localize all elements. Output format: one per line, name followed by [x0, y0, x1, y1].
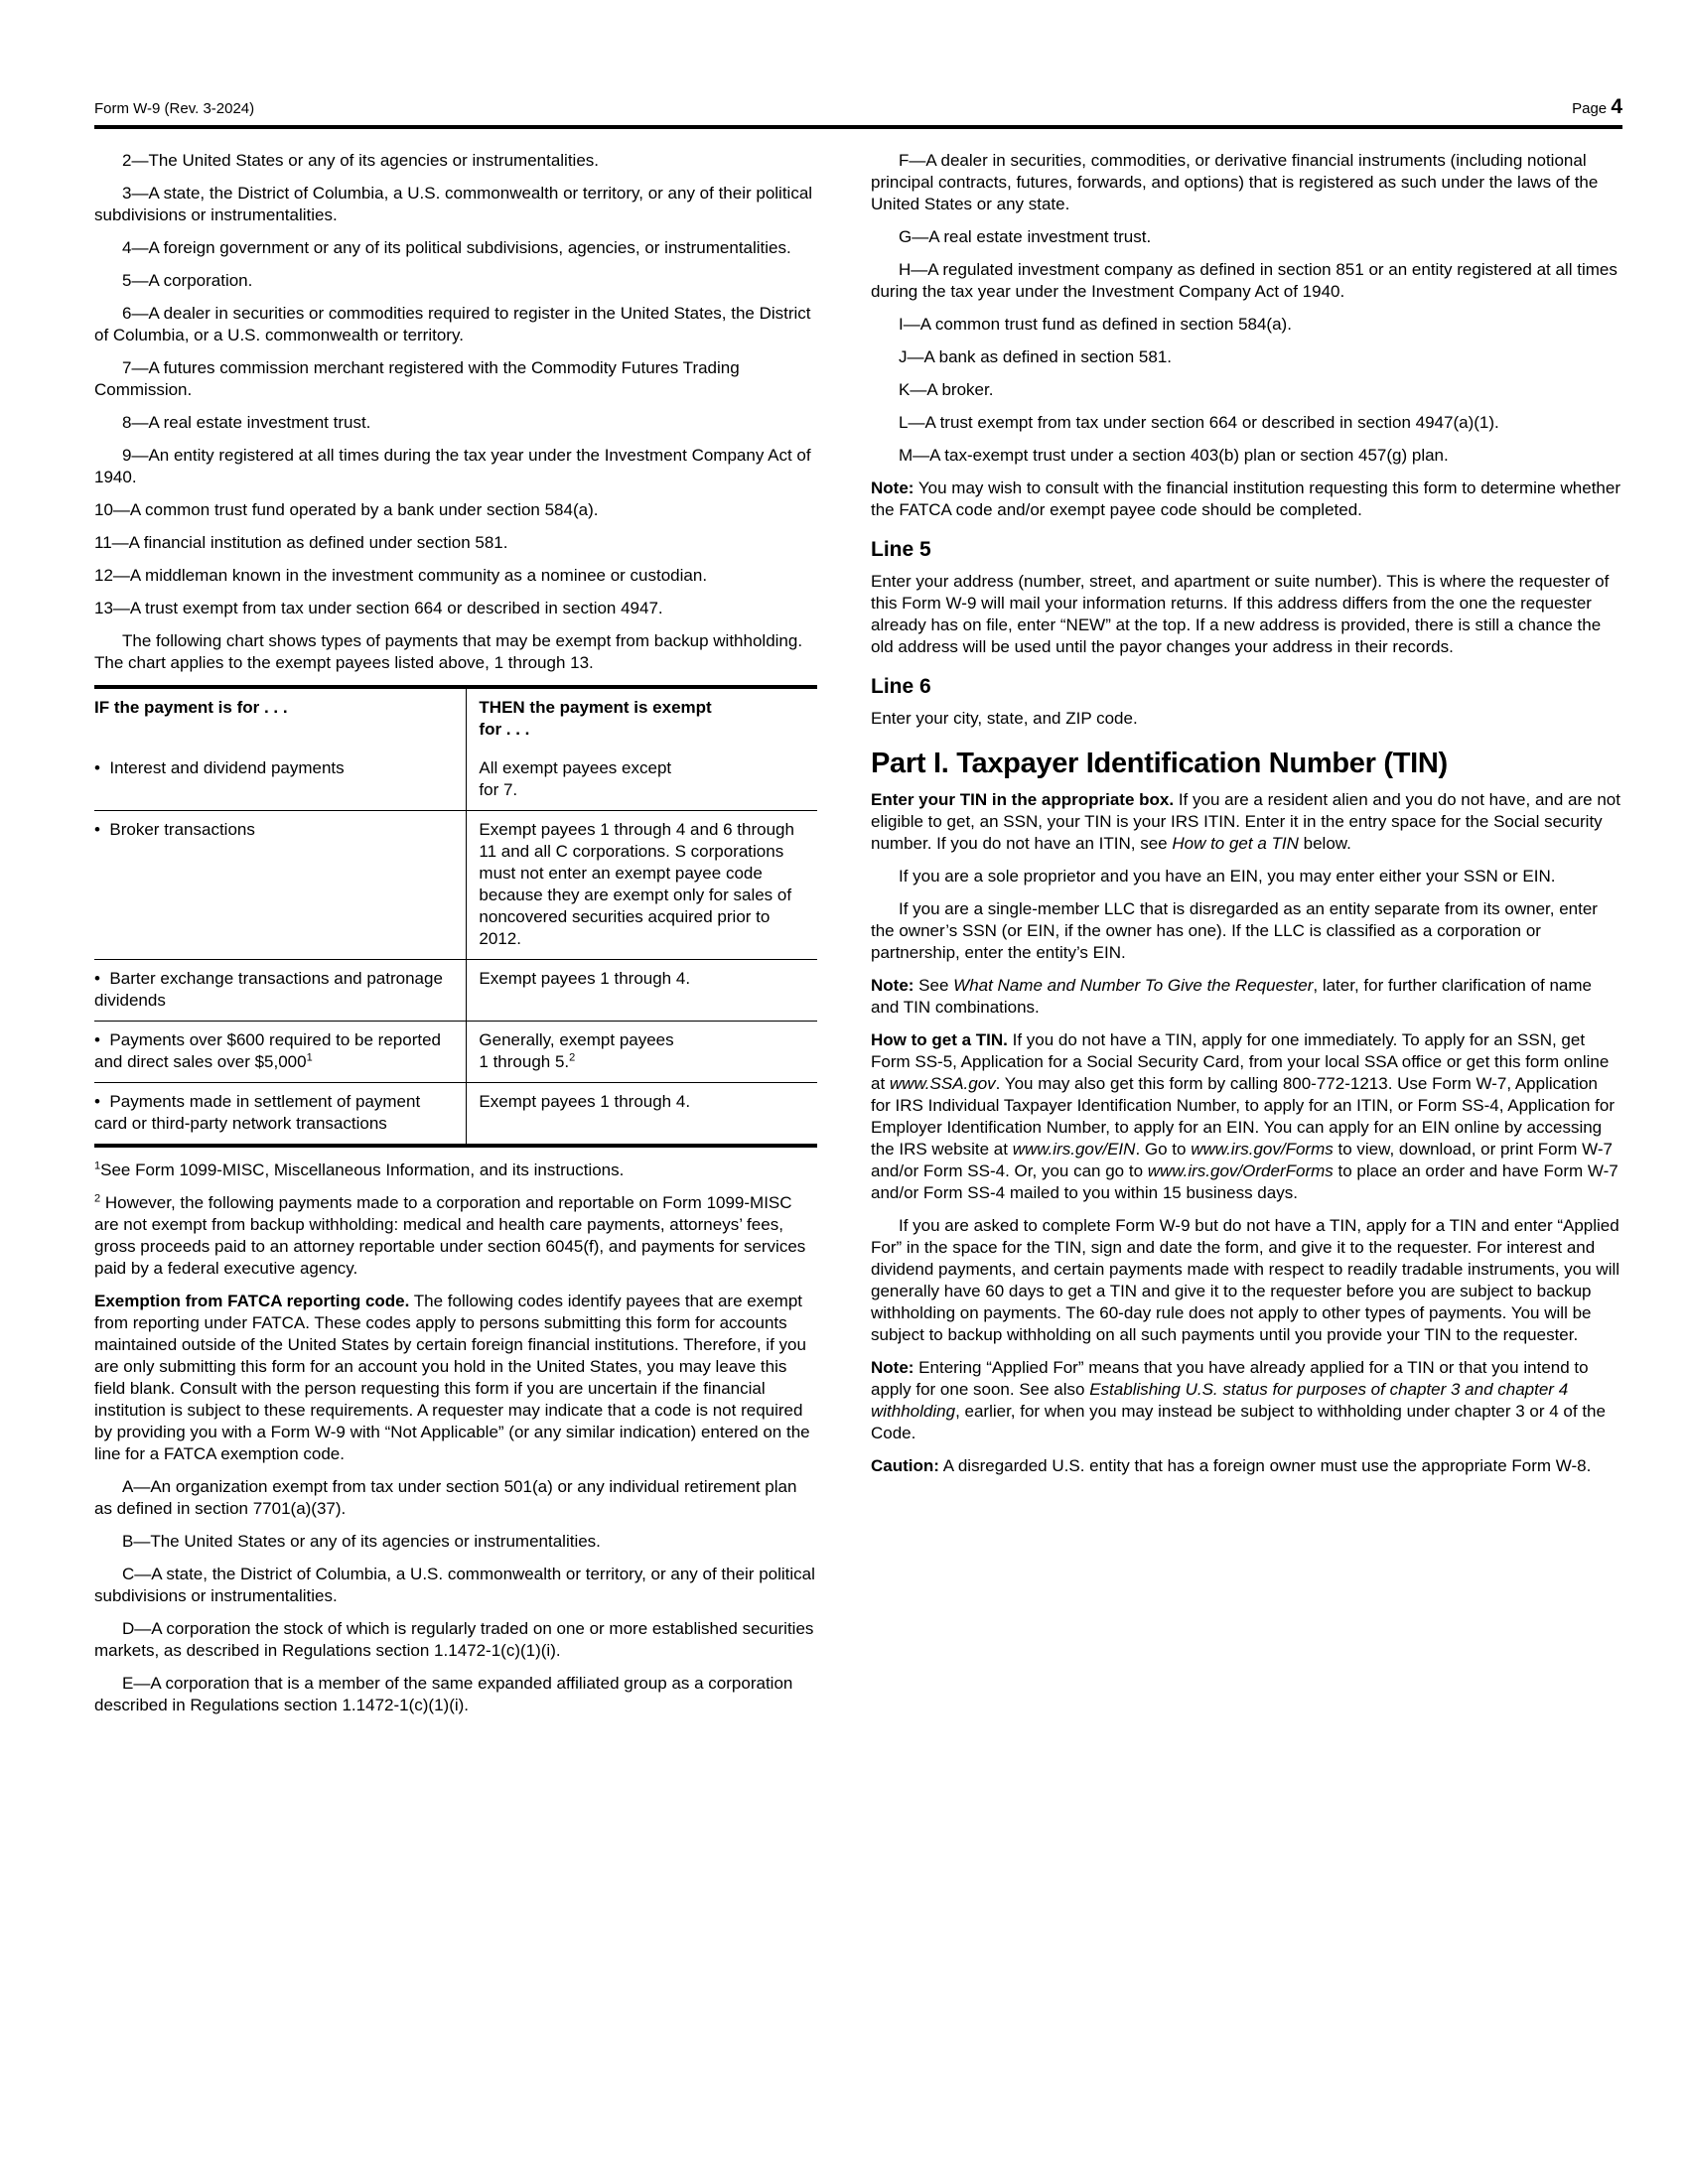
- fatca-code-e: [94, 1673, 817, 1716]
- italic-run: www.irs.gov/EIN: [1012, 1140, 1136, 1159]
- text-run: If you are a sole proprietor and you have an EIN, you may enter either your SSN or EIN.: [899, 867, 1556, 886]
- text-run: Enter your city, state, and ZIP code.: [871, 709, 1138, 728]
- text-run: K—A broker.: [899, 380, 994, 399]
- text-run: to place an order and have Form W-7 and/or Form SS-4 mailed to you within 15 business days.: [871, 1161, 1618, 1202]
- heading-line-5: [871, 538, 1620, 562]
- text-run: for 7.: [479, 780, 518, 799]
- bold-run: Note:: [871, 976, 914, 995]
- text-run: I—A common trust fund as defined in section 584(a).: [899, 315, 1292, 334]
- if-cell: [94, 811, 467, 960]
- superscript: 2: [94, 1192, 101, 1205]
- exempt-payee-item-11: [94, 532, 817, 554]
- bold-run: Note:: [871, 478, 914, 497]
- two-column-body: [94, 150, 1622, 1727]
- exempt-payee-item-12: [94, 565, 817, 587]
- superscript: 1: [306, 1051, 313, 1064]
- text-run: E—A corporation that is a member of the same expanded affiliated group as a corporation described in Regulations section 1.1472-1(c)(1)(i).: [94, 1674, 793, 1714]
- text-run: 7—A futures commission merchant registered with the Commodity Futures Trading Commission.: [94, 358, 740, 399]
- table-body: [94, 750, 817, 1146]
- text-run: • Barter exchange transactions and patronage dividends: [94, 969, 443, 1010]
- text-run: Exempt payees 1 through 4.: [479, 1092, 691, 1111]
- text-run: J—A bank as defined in section 581.: [899, 347, 1173, 366]
- text-run: B—The United States or any of its agencies or instrumentalities.: [122, 1532, 601, 1551]
- text-run: You may wish to consult with the financial institution requesting this form to determine whether the FATCA code and/or exempt payee code should be completed.: [871, 478, 1620, 519]
- text-run: However, the following payments made to a corporation and reportable on Form 1099-MISC are not exempt from backup withholding: medical and health care payments, attorneys’ fees, gross proceeds paid to an attorney reportable under section 6045(f), and payments for services paid by a federal executive agency.: [94, 1193, 806, 1278]
- text-run: 12—A middleman known in the investment community as a nominee or custodian.: [94, 566, 708, 585]
- text-run: . You may also get this form by calling 800-772-1213. Use Form W-7, Application for IRS Individual Taxpayer Identification Number, to apply for an ITIN, or Form SS-4, Application for Employer Identification Number, to apply for an EIN. You can apply for an EIN online by accessing the IRS website at: [871, 1074, 1615, 1159]
- text-run: 4—A foreign government or any of its political subdivisions, agencies, or instrumentalities.: [122, 238, 791, 257]
- heading-part-1: [871, 748, 1620, 779]
- text-run: H—A regulated investment company as defined in section 851 or an entity registered at all times during the tax year under the Investment Company Act of 1940.: [871, 260, 1618, 301]
- text-run: The following codes identify payees that are exempt from reporting under FATCA. These codes apply to persons submitting this form for accounts maintained outside of the United States by certain foreign financial institutions. Therefore, if you are only submitting this form for an account you hold in the United States, you may leave this field blank. Consult with the person requesting this form if you are uncertain if the financial institution is subject to these requirements. A requester may indicate that a code is not required by providing you with a Form W-9 with “Not Applicable” (or any similar indication) entered on the line for a FATCA exemption code.: [94, 1292, 810, 1463]
- text-run: A disregarded U.S. entity that has a foreign owner must use the appropriate Form W-8.: [938, 1456, 1592, 1475]
- text-run: 10—A common trust fund operated by a bank under section 584(a).: [94, 500, 599, 519]
- text-run: 6—A dealer in securities or commodities required to register in the United States, the District of Columbia, or a U.S. commonwealth or territory.: [94, 304, 811, 344]
- text-run: 5—A corporation.: [122, 271, 253, 290]
- fatca-code-k: [871, 379, 1620, 401]
- text-run: below.: [1298, 834, 1351, 853]
- table-header-row: [94, 687, 817, 750]
- text-run: The following chart shows types of payments that may be exempt from backup withholding. The chart applies to the exempt payees listed above, 1 through 13.: [94, 631, 803, 672]
- applied-for-paragraph: [871, 1215, 1620, 1346]
- exempt-payee-item-2: [94, 150, 817, 172]
- then-cell: [467, 1083, 817, 1147]
- exempt-payee-item-8: [94, 412, 817, 434]
- exempt-payee-item-9: [94, 445, 817, 488]
- text-run: • Payments over $600 required to be reported and direct sales over $5,000: [94, 1030, 441, 1071]
- how-to-get-tin-paragraph: [871, 1029, 1620, 1204]
- text-run: • Broker transactions: [94, 820, 255, 839]
- right-column: [871, 150, 1620, 1727]
- bold-run: Enter your TIN in the appropriate box.: [871, 790, 1175, 809]
- line-5-paragraph: [871, 571, 1620, 658]
- exempt-chart-intro: [94, 630, 817, 674]
- text-run: Line 6: [871, 675, 931, 698]
- fatca-code-l: [871, 412, 1620, 434]
- single-member-llc-paragraph: [871, 898, 1620, 964]
- note-name-number: [871, 975, 1620, 1019]
- fatca-code-i: [871, 314, 1620, 336]
- exempt-payee-item-4: [94, 237, 817, 259]
- header-rule: [94, 125, 1622, 129]
- text-run: Line 5: [871, 538, 931, 561]
- text-run: Entering “Applied For” means that you have already applied for a TIN or that you intend to apply for one soon. See also: [871, 1358, 1589, 1399]
- text-run: Generally, exempt payees: [479, 1030, 674, 1049]
- text-run: 8—A real estate investment trust.: [122, 413, 371, 432]
- fatca-code-a: [94, 1476, 817, 1520]
- if-column-header: [94, 687, 467, 750]
- footnote-1: [94, 1160, 817, 1181]
- text-run: G—A real estate investment trust.: [899, 227, 1152, 246]
- text-run: 2—The United States or any of its agencies or instrumentalities.: [122, 151, 600, 170]
- if-cell: [94, 1083, 467, 1147]
- fatca-code-c: [94, 1564, 817, 1607]
- text-run: If you do not have a TIN, apply for one immediately. To apply for an SSN, get Form SS-5, Application for a Social Security Card, from your local SSA office or get this form online at: [871, 1030, 1610, 1093]
- text-run: F—A dealer in securities, commodities, or derivative financial instruments (including notional principal contracts, futures, forwards, and options) that is registered as such under the laws of the United States or any state.: [871, 151, 1599, 213]
- text-run: , later, for further clarification of name and TIN combinations.: [871, 976, 1592, 1017]
- text-run: A—An organization exempt from tax under section 501(a) or any individual retirement plan as defined in section 7701(a)(37).: [94, 1477, 797, 1518]
- italic-run: Establishing U.S. status for purposes of chapter 3 and chapter 4 withholding: [871, 1380, 1569, 1421]
- text-run: D—A corporation the stock of which is regularly traded on one or more established securities markets, as described in Regulations section 1.1472-1(c)(1)(i).: [94, 1619, 814, 1660]
- fatca-code-f: [871, 150, 1620, 215]
- text-run: Enter your address (number, street, and apartment or suite number). This is where the requester of this Form W-9 will mail your information returns. If this address differs from the one the requester already has on file, enter “NEW” at the top. If a new address is provided, there is still a chance the old address will be used until the payor changes your address in their records.: [871, 572, 1610, 656]
- footnote-2: [94, 1192, 817, 1280]
- then-cell: [467, 811, 817, 960]
- fatca-exemption-paragraph: [94, 1291, 817, 1465]
- exempt-payee-item-3: [94, 183, 817, 226]
- superscript: 1: [94, 1160, 101, 1172]
- then-column-header: [467, 687, 817, 750]
- text-run: 1 through 5.: [479, 1052, 570, 1071]
- text-run: C—A state, the District of Columbia, a U.S. commonwealth or territory, or any of their political subdivisions or instrumentalities.: [94, 1565, 815, 1605]
- page-number: [1572, 95, 1622, 119]
- text-run: L—A trust exempt from tax under section 664 or described in section 4947(a)(1).: [899, 413, 1499, 432]
- heading-line-6: [871, 675, 1620, 699]
- page-number-label: Page: [1572, 100, 1608, 117]
- text-run: to view, download, or print Form W-7 and/or Form SS-4. Or, you can go to: [871, 1140, 1614, 1180]
- text-run: for . . .: [479, 720, 530, 739]
- table-row: [94, 811, 817, 960]
- fatca-code-h: [871, 259, 1620, 303]
- text-run: If you are a resident alien and you do not have, and are not eligible to get, an SSN, your TIN is your IRS ITIN. Enter it in the entry space for the Social security number. If you do not have an ITIN, see: [871, 790, 1620, 853]
- table-row: [94, 960, 817, 1022]
- table-row: [94, 1022, 817, 1083]
- bold-run: How to get a TIN.: [871, 1030, 1008, 1049]
- table-row: [94, 750, 817, 811]
- italic-run: www.irs.gov/OrderForms: [1147, 1161, 1334, 1180]
- text-run: See Form 1099-MISC, Miscellaneous Information, and its instructions.: [100, 1160, 625, 1179]
- text-run: Exempt payees 1 through 4 and 6 through 11 and all C corporations. S corporations must not enter an exempt payee code because they are exempt only for sales of noncovered securities acquired prior to 2012.: [479, 820, 794, 948]
- text-run: If you are a single-member LLC that is disregarded as an entity separate from its owner, enter the owner’s SSN (or EIN, if the owner has one). If the LLC is classified as a corporation or partnership, enter the entity’s EIN.: [871, 899, 1598, 962]
- bold-run: Note:: [871, 1358, 914, 1377]
- italic-run: www.SSA.gov: [889, 1074, 996, 1093]
- left-column: [94, 150, 817, 1727]
- line-6-paragraph: [871, 708, 1620, 730]
- text-run: If you are asked to complete Form W-9 but do not have a TIN, apply for a TIN and enter “Applied For” in the space for the TIN, sign and date the form, and give it to the requester. For interest and dividend payments, and certain payments made with respect to readily tradable instruments, you will generally have 60 days to get a TIN and give it to the requester before you are subject to backup withholding on payments. The 60-day rule does not apply to other types of payments. You will be subject to backup withholding on all such payments until you provide your TIN to the requester.: [871, 1216, 1620, 1344]
- text-run: , earlier, for when you may instead be subject to withholding under chapter 3 or 4 of the Code.: [871, 1402, 1606, 1442]
- sole-proprietor-paragraph: [871, 866, 1620, 887]
- fatca-code-m: [871, 445, 1620, 467]
- bold-run: Caution:: [871, 1456, 939, 1475]
- exempt-payee-item-10: [94, 499, 817, 521]
- text-run: 11—A financial institution as defined under section 581.: [94, 533, 508, 552]
- text-run: THEN the payment is exempt: [479, 698, 712, 717]
- form-id: Form W-9 (Rev. 3-2024): [94, 100, 255, 117]
- page-header: [94, 95, 1622, 119]
- note-fatca-code: [871, 478, 1620, 521]
- if-cell: [94, 1022, 467, 1083]
- text-run: • Interest and dividend payments: [94, 758, 345, 777]
- then-cell: [467, 1022, 817, 1083]
- text-run: . Go to: [1135, 1140, 1192, 1159]
- text-run: See: [914, 976, 954, 995]
- if-cell: [94, 750, 467, 811]
- exempt-payee-item-5: [94, 270, 817, 292]
- text-run: 3—A state, the District of Columbia, a U.S. commonwealth or territory, or any of their political subdivisions or instrumentalities.: [94, 184, 813, 224]
- text-run: 9—An entity registered at all times during the tax year under the Investment Company Act of 1940.: [94, 446, 811, 486]
- fatca-code-d: [94, 1618, 817, 1662]
- then-cell: [467, 750, 817, 811]
- text-run: IF the payment is for . . .: [94, 698, 288, 717]
- text-run: Part I. Taxpayer Identification Number (TIN): [871, 748, 1448, 779]
- fatca-code-b: [94, 1531, 817, 1553]
- table-row: [94, 1083, 817, 1147]
- text-run: • Payments made in settlement of payment card or third-party network transactions: [94, 1092, 421, 1133]
- italic-run: www.irs.gov/Forms: [1191, 1140, 1334, 1159]
- text-run: Exempt payees 1 through 4.: [479, 969, 691, 988]
- italic-run: How to get a TIN: [1172, 834, 1299, 853]
- fatca-code-j: [871, 346, 1620, 368]
- bold-run: Exemption from FATCA reporting code.: [94, 1292, 410, 1310]
- page-number-value: 4: [1611, 95, 1622, 118]
- fatca-code-g: [871, 226, 1620, 248]
- caution-paragraph: [871, 1455, 1620, 1477]
- exempt-payee-item-13: [94, 598, 817, 619]
- exempt-payee-item-6: [94, 303, 817, 346]
- text-run: M—A tax-exempt trust under a section 403(b) plan or section 457(g) plan.: [899, 446, 1449, 465]
- text-run: 13—A trust exempt from tax under section 664 or described in section 4947.: [94, 599, 663, 617]
- then-cell: [467, 960, 817, 1022]
- table-header: [94, 687, 817, 750]
- exempt-payee-item-7: [94, 357, 817, 401]
- text-run: All exempt payees except: [479, 758, 672, 777]
- italic-run: What Name and Number To Give the Requester: [953, 976, 1314, 995]
- exempt-payments-table: [94, 685, 817, 1148]
- if-cell: [94, 960, 467, 1022]
- note-applied-for: [871, 1357, 1620, 1444]
- enter-tin-paragraph: [871, 789, 1620, 855]
- superscript: 2: [569, 1051, 576, 1064]
